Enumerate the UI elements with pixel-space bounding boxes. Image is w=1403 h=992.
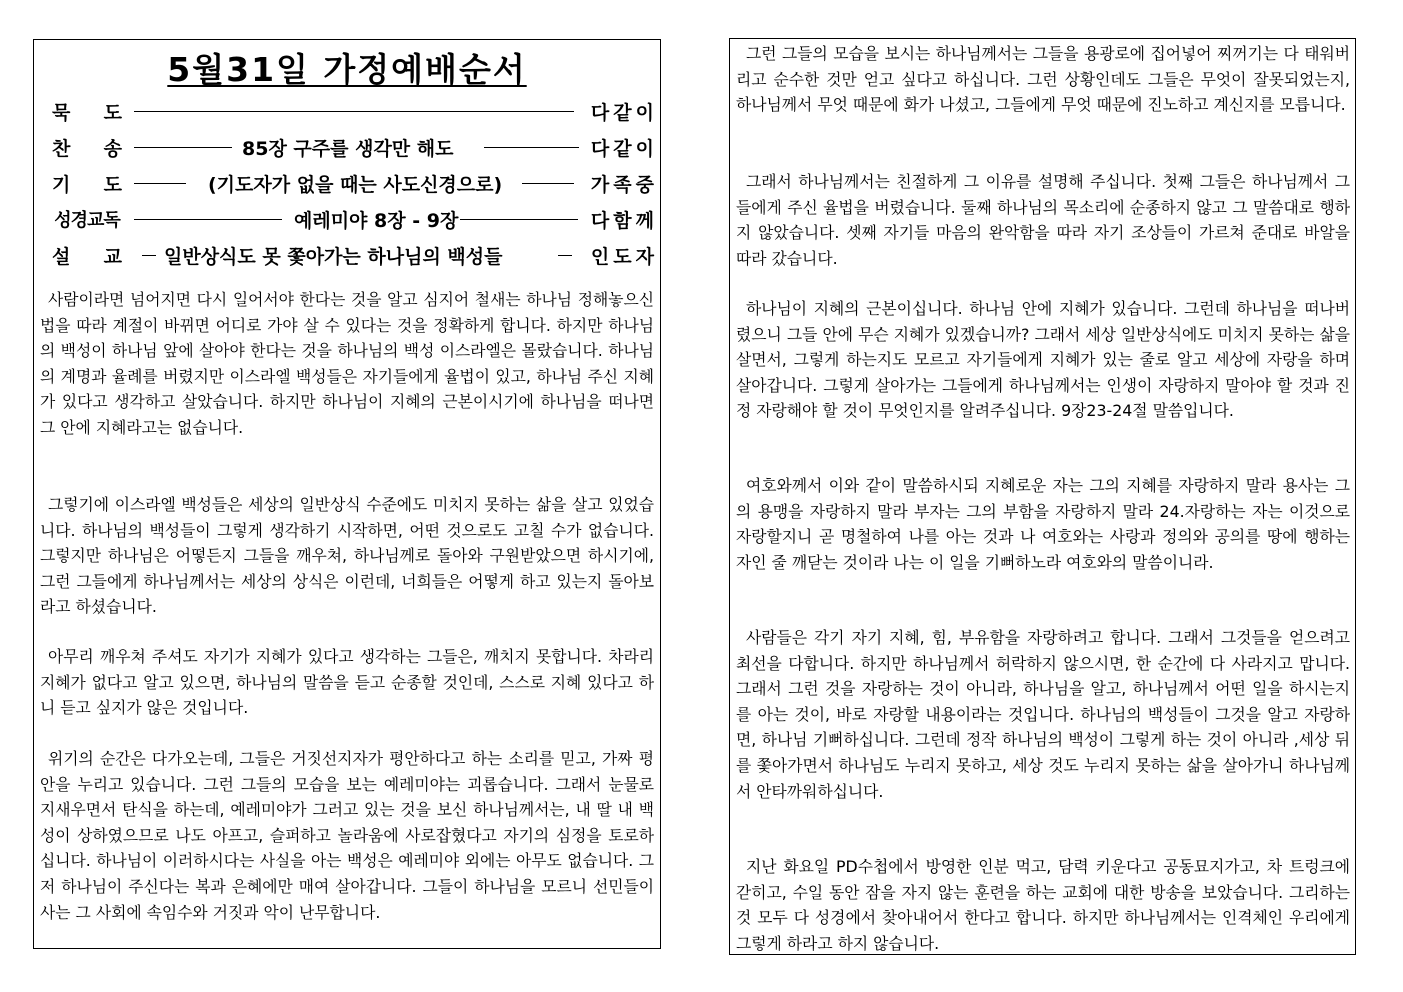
sermon-paragraph: 그런 그들의 모습을 보시는 하나님께서는 그들을 용광로에 집어넣어 찌꺼기는 다 태워버리고 순수한 것만 얻고 싶다고 하십니다. 그런 상황인데도 그들은 무엇이 잘못되었는지, 하나님께서 무엇 때문에 화가 나셨고, 그들에게 무엇 때문에 진노하고 계신지를 모릅니다.	[736, 44, 1350, 115]
order-content: 85장 구주를 생각만 해도	[242, 138, 454, 160]
leader-line	[558, 255, 572, 256]
order-row-sermon	[44, 242, 654, 270]
sermon-paragraph: 지난 화요일 PD수첩에서 방영한 인분 먹고, 담력 키운다고 공동묘지가고, 차 트렁크에 갇히고, 수일 동안 잠을 자지 않는 훈련을 하는 교회에 대한 방송을 보았습니다. 그리하는 것 모두 다 성경에서 찾아내어서 한다고 합니다. 하지만 하나님께서는 인격체인 우리에게 그렇게 하라고 하지 않습니다.	[736, 857, 1350, 953]
order-row-silent-prayer	[44, 98, 654, 126]
order-leader: 다 같 이	[590, 102, 654, 124]
order-label: 묵 도	[52, 102, 122, 124]
order-content: 일반상식도 못 쫓아가는 하나님의 백성들	[164, 246, 503, 268]
sermon-paragraph: 그렇기에 이스라엘 백성들은 세상의 일반상식 수준에도 미치지 못하는 삶을 살고 있었습니다. 하나님의 백성들이 그렇게 생각하기 시작하면, 어떤 것으로도 고칠 수가 없습니다. 그렇지만 하나님은 어떻든지 그들을 깨우쳐, 하나님께로 돌아와 구원받았으면 하시기에, 그런 그들에게 하나님께서는 세상의 상식은 이런데, 너희들은 어떻게 하고 있는지 돌아보라고 하셨습니다.	[40, 495, 654, 617]
leader-line	[134, 183, 186, 184]
page-title: 5월31일 가정예배순서	[167, 50, 527, 89]
leader-line	[142, 255, 156, 256]
leader-line	[134, 147, 232, 148]
order-content: 예레미야 8장 - 9장	[294, 210, 459, 232]
sermon-paragraph: 사람이라면 넘어지면 다시 일어서야 한다는 것을 알고 심지어 철새는 하나님 정해놓으신 법을 따라 계절이 바뀌면 어디로 가야 살 수 있다는 것을 정확하게 합니다. 하지만 하나님의 백성이 하나님 앞에 살아야 한다는 것을 하나님의 백성 이스라엘은 몰랐습니다. 하나님의 계명과 율례를 버렸지만 이스라엘 백성들은 자기들에게 율법이 있고, 하나님 주신 지혜가 있다고 생각하고 살았습니다. 하지만 하나님이 지혜의 근본이시기에 하나님을 떠나면 그 안에 지혜라고는 없습니다.	[40, 290, 654, 437]
order-leader: 인 도 자	[590, 246, 654, 268]
order-leader: 다 함 께	[590, 210, 654, 232]
leader-line	[484, 147, 579, 148]
right-column	[729, 38, 1356, 955]
order-leader: 가 족 중	[590, 174, 654, 196]
leader-line	[134, 219, 282, 220]
sermon-paragraph: 사람들은 각기 자기 지혜, 힘, 부유함을 자랑하려고 합니다. 그래서 그것들을 얻으려고 최선을 다합니다. 하지만 하나님께서 허락하지 않으시면, 한 순간에 다 사라지고 맙니다. 그래서 그런 것을 자랑하는 것이 아니라, 하나님을 알고, 하나님께서 어떤 일을 하시는지를 아는 것이, 바로 자랑할 내용이라는 것입니다. 하나님의 백성들이 그것을 알고 자랑하면, 하나님 기뻐하십니다. 그런데 정작 하나님의 백성이 그렇게 하는 것이 아니라 ,세상 뒤를 쫓아가면서 하나님도 누리지 못하고, 세상 것도 누리지 못하는 삶을 살아가니 하나님께서 안타까워하십니다.	[736, 628, 1350, 801]
order-content: (기도자가 없을 때는 사도신경으로)	[208, 174, 503, 196]
sermon-paragraph: 아무리 깨우쳐 주셔도 자기가 지혜가 있다고 생각하는 그들은, 깨치지 못합니다. 차라리 지혜가 없다고 알고 있으면, 하나님의 말씀을 듣고 순종할 것인데, 스스로 지혜 있다고 하니 듣고 싶지가 않은 것입니다.	[40, 647, 654, 718]
leader-line	[522, 183, 574, 184]
order-label: 기 도	[52, 174, 122, 196]
left-column	[33, 39, 661, 949]
sermon-paragraph: 여호와께서 이와 같이 말씀하시되 지혜로운 자는 그의 지혜를 자랑하지 말라 용사는 그의 용맹을 자랑하지 말라 부자는 그의 부함을 자랑하지 말라 24.자랑하는 자는 이것으로 자랑할지니 곧 명철하여 나를 아는 것과 나 여호와는 사랑과 정의와 공의를 땅에 행하는 자인 줄 깨닫는 것이라 나는 이 일을 기뻐하노라 여호와의 말씀이니라.	[736, 476, 1350, 572]
order-row-prayer	[44, 170, 654, 198]
leader-line	[134, 111, 574, 112]
order-row-hymn	[44, 134, 654, 162]
order-leader: 다 같 이	[590, 138, 654, 160]
sermon-paragraph: 위기의 순간은 다가오는데, 그들은 거짓선지자가 평안하다고 하는 소리를 믿고, 가짜 평안을 누리고 있습니다. 그런 그들의 모습을 보는 예레미야는 괴롭습니다. 그래서 눈물로 지새우면서 탄식을 하는데, 예레미야가 그러고 있는 것을 보신 하나님께서는, 내 딸 내 백성이 상하였으므로 나도 아프고, 슬퍼하고 놀라움에 사로잡혔다고 자기의 심정을 토로하십니다. 하나님이 이러하시다는 사실을 아는 백성은 예레미야 외에는 아무도 없습니다. 그저 하나님이 주신다는 복과 은혜에만 매여 살아갑니다. 그들이 하나님을 모르니 선민들이 사는 그 사회에 속임수와 거짓과 악이 난무합니다.	[40, 749, 654, 922]
leader-line	[460, 219, 578, 220]
order-label: 성경교독	[54, 210, 120, 231]
order-row-scripture-reading	[44, 206, 654, 234]
sermon-paragraph: 하나님이 지혜의 근본이십니다. 하나님 안에 지혜가 있습니다. 그런데 하나님을 떠나버렸으니 그들 안에 무슨 지혜가 있겠습니까? 그래서 세상 일반상식에도 미치지 못하는 삶을 살면서, 그렇게 하는지도 모르고 자기들에게 지혜가 있는 줄로 알고 세상에 자랑을 하며 살아갑니다. 그렇게 살아가는 그들에게 하나님께서는 인생이 자랑하지 말아야 할 것과 진정 자랑해야 할 것이 무엇인지를 알려주십니다. 9장23-24절 말씀입니다.	[736, 299, 1350, 421]
order-label: 찬 송	[52, 138, 122, 160]
sermon-paragraph: 그래서 하나님께서는 친절하게 그 이유를 설명해 주십니다. 첫째 그들은 하나님께서 그들에게 주신 율법을 버렸습니다. 둘째 하나님의 목소리에 순종하지 않고 그 말씀대로 행하지 않았습니다. 셋째 자기들 마음의 완악함을 따라 자기 조상들이 가르쳐 준대로 바알을 따라 갔습니다.	[736, 172, 1350, 268]
order-label: 설 교	[52, 246, 122, 268]
